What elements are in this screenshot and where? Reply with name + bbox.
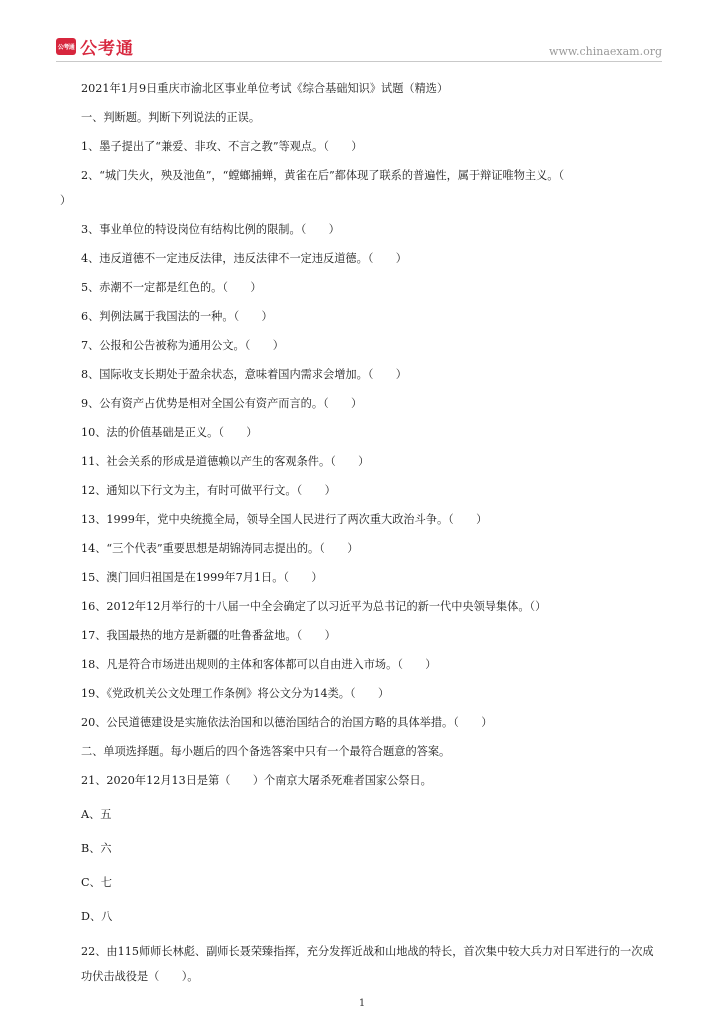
question-2: 2、“城门失火，殃及池鱼”，“螳螂捕蝉，黄雀在后”都体现了联系的普遍性，属于辩证唯物主义。（ [81, 169, 565, 182]
question-11: 11、社会关系的形成是道德赖以产生的客观条件。（ ） [81, 455, 370, 468]
header-divider [56, 61, 662, 62]
option-b: B、六 [81, 842, 112, 855]
question-5: 5、赤潮不一定都是红色的。（ ） [81, 281, 262, 294]
site-url: www.chinaexam.org [549, 45, 662, 58]
document-title: 2021年1月9日重庆市渝北区事业单位考试《综合基础知识》试题（精选） [81, 82, 449, 95]
question-16: 16、2012年12月举行的十八届一中全会确定了以习近平为总书记的新一代中央领导集体。（） [81, 600, 547, 613]
question-8: 8、国际收支长期处于盈余状态，意味着国内需求会增加。（ ） [81, 368, 407, 381]
option-d: D、八 [81, 910, 113, 923]
page-number: 1 [358, 998, 366, 1009]
question-21: 21、2020年12月13日是第（ ）个南京大屠杀死难者国家公祭日。 [81, 774, 432, 787]
question-20: 20、公民道德建设是实施依法治国和以德治国结合的治国方略的具体举措。（ ） [81, 716, 493, 729]
question-2-continued: ） [60, 194, 72, 207]
question-12: 12、通知以下行文为主，有时可做平行文。（ ） [81, 484, 336, 497]
question-9: 9、公有资产占优势是相对全国公有资产而言的。（ ） [81, 397, 363, 410]
logo-mark-text: 公考通 [57, 44, 75, 51]
question-1: 1、墨子提出了“兼爱、非攻、不言之教”等观点。（ ） [81, 140, 363, 153]
option-c: C、七 [81, 876, 112, 889]
question-17: 17、我国最热的地方是新疆的吐鲁番盆地。（ ） [81, 629, 336, 642]
question-13: 13、1999年，党中央统揽全局，领导全国人民进行了两次重大政治斗争。（ ） [81, 513, 488, 526]
question-6: 6、判例法属于我国法的一种。（ ） [81, 310, 273, 323]
logo-icon [56, 38, 76, 55]
option-a: A、五 [81, 808, 112, 821]
question-15: 15、澳门回归祖国是在1999年7月1日。（ ） [81, 571, 323, 584]
document-body [60, 79, 664, 989]
page-header [0, 0, 724, 70]
question-7: 7、公报和公告被称为通用公文。（ ） [81, 339, 284, 352]
question-4: 4、违反道德不一定违反法律，违反法律不一定违反道德。（ ） [81, 252, 407, 265]
question-10: 10、法的价值基础是正义。（ ） [81, 426, 258, 439]
question-18: 18、凡是符合市场进出规则的主体和客体都可以自由进入市场。（ ） [81, 658, 437, 671]
question-14: 14、“三个代表”重要思想是胡锦涛同志提出的。（ ） [81, 542, 359, 555]
question-3: 3、事业单位的特设岗位有结构比例的限制。（ ） [81, 223, 340, 236]
question-22: 22、由115师师长林彪、副师长聂荣臻指挥，充分发挥近战和山地战的特长，首次集中较大兵力对日军进行的一次成功伏击战役是（ ）。 [81, 945, 654, 983]
section-heading-2: 二、单项选择题。每小题后的四个备选答案中只有一个最符合题意的答案。 [81, 745, 451, 758]
section-heading-1: 一、判断题。判断下列说法的正误。 [81, 111, 261, 124]
question-19: 19、《党政机关公文处理工作条例》将公文分为14类。（ ） [81, 687, 390, 700]
brand-name: 公考通 [80, 39, 134, 59]
